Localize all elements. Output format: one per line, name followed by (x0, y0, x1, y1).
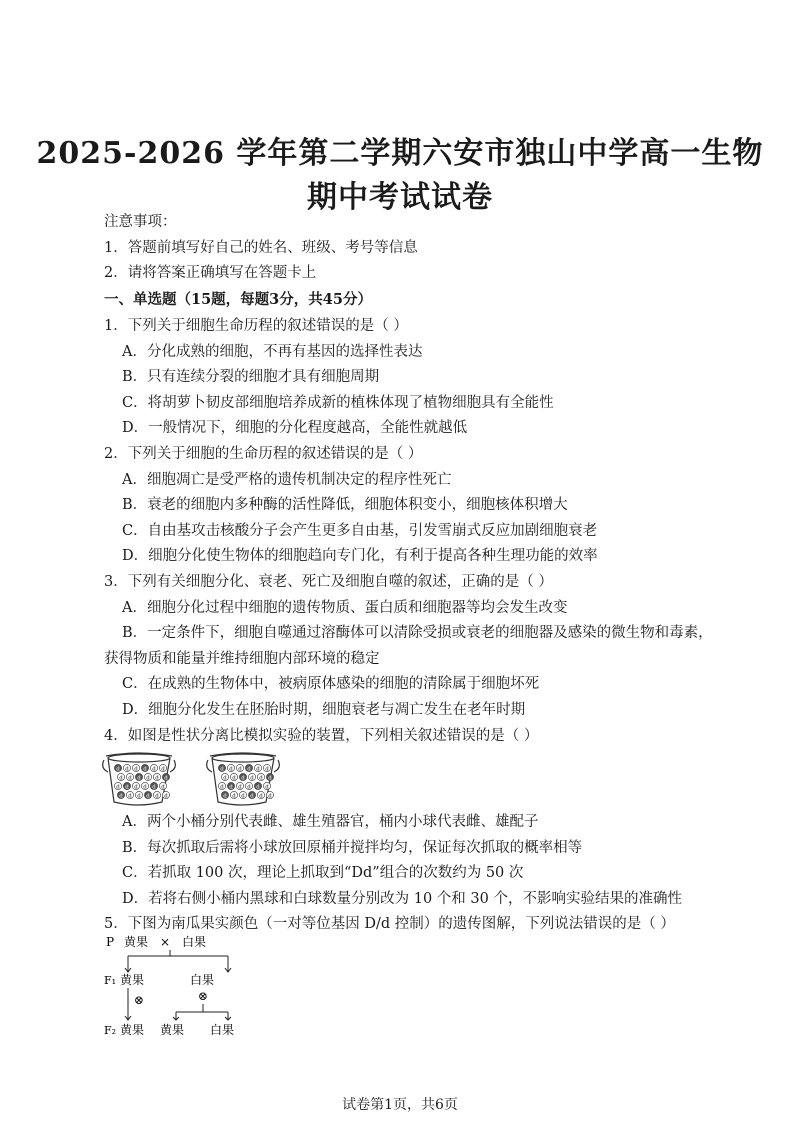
ball-letter: d (238, 766, 242, 773)
f1-yellow: 黄果 (120, 973, 145, 987)
q1-option-b: B．只有连续分裂的细胞才具有细胞周期 (122, 369, 380, 385)
ball-letter: d (143, 784, 147, 791)
ball-letter: d (223, 793, 227, 800)
ball-letter: d (128, 793, 132, 800)
ball-letter: d (268, 793, 272, 800)
ball-letter: d (125, 784, 129, 791)
ball-letter: d (137, 793, 141, 800)
ball-letter: d (143, 766, 147, 773)
ball-letter: d (116, 784, 120, 791)
selfing-symbol-right: ⊗ (198, 989, 209, 1003)
ball-letter: d (247, 784, 251, 791)
ball-letter: d (232, 775, 236, 782)
ball-letter: d (161, 766, 165, 773)
q4-option-c: C．若抓取 100 次，理论上抓取到“Dd”组合的次数约为 50 次 (122, 865, 524, 881)
ball-letter: d (128, 775, 132, 782)
bucket-apparatus-figure (100, 750, 290, 810)
ball-letter: d (238, 784, 242, 791)
q4-option-b: B．每次抓取后需将小球放回原桶并搅拌均匀，保证每次抓取的概率相等 (122, 840, 583, 856)
ball-letter: d (247, 766, 251, 773)
ball-letter: d (265, 784, 269, 791)
q2-option-d: D．细胞分化使生物体的细胞趋向专门化，有利于提高各种生理功能的效率 (122, 548, 598, 564)
ball-letter: d (229, 784, 233, 791)
f2-yellow-mid: 黄果 (160, 1023, 185, 1037)
q3-option-c: C．在成熟的生物体中，被病原体感染的细胞的清除属于细胞坏死 (122, 676, 540, 692)
ball-letter: d (250, 793, 254, 800)
ball-letter: d (146, 775, 150, 782)
q4-option-a: A．两个小桶分别代表雌、雄生殖器官，桶内小球代表雌、雄配子 (122, 814, 539, 830)
question-1-stem: 1．下列关于细胞生命历程的叙述错误的是（ ） (104, 318, 408, 334)
notes-heading: 注意事项： (104, 214, 177, 230)
q4-option-d: D．若将右侧小桶内黑球和白球数量分别改为 10 个和 30 个，不影响实验结果的准确性 (122, 891, 682, 907)
f2-yellow-left: 黄果 (120, 1023, 145, 1037)
ball-letter: d (152, 784, 156, 791)
q1-option-d: D．一般情况下，细胞的分化程度越高，全能性就越低 (122, 420, 468, 436)
q1-option-a: A．分化成熟的细胞，不再有基因的选择性表达 (122, 344, 423, 360)
ball-letter: d (137, 775, 141, 782)
pumpkin-inheritance-diagram (98, 932, 278, 1042)
ball-letter: d (256, 766, 260, 773)
q1-option-c: C．将胡萝卜韧皮部细胞培养成新的植株体现了植物细胞具有全能性 (122, 395, 554, 411)
question-5-stem: 5．下图为南瓜果实颜色（一对等位基因 D/d 控制）的遗传图解，下列说法错误的是（ ） (104, 916, 675, 932)
ball-letter: d (229, 766, 233, 773)
ball-letter: d (259, 793, 263, 800)
p-label: P (106, 935, 115, 949)
ball-letter: d (155, 775, 159, 782)
f2-label: F₂ (104, 1024, 117, 1037)
q3-option-d: D．细胞分化发生在胚胎时期，细胞衰老与凋亡发生在老年时期 (122, 702, 526, 718)
f1-label: F₁ (104, 974, 117, 987)
ball-letter: d (164, 775, 168, 782)
ball-letter: d (155, 793, 159, 800)
q2-option-c: C．自由基攻击核酸分子会产生更多自由基，引发雪崩式反应加剧细胞衰老 (122, 523, 598, 539)
exam-title-line-1: 2025-2026 学年第二学期六安市独山中学高一生物 (36, 136, 764, 171)
ball-letter: d (250, 775, 254, 782)
ball-letter: d (146, 793, 150, 800)
ball-letter: d (265, 766, 269, 773)
question-2-stem: 2．下列关于细胞的生命历程的叙述错误的是（ ） (104, 446, 423, 462)
ball-letter: d (119, 775, 123, 782)
ball-letter: d (223, 775, 227, 782)
f1-white: 白果 (190, 973, 215, 987)
q2-option-a: A．细胞凋亡是受严格的遗传机制决定的程序性死亡 (122, 472, 452, 488)
question-3-stem: 3．下列有关细胞分化、衰老、死亡及细胞自噬的叙述，正确的是（ ） (104, 574, 553, 590)
p-white: 白果 (182, 935, 207, 949)
ball-letter: d (232, 793, 236, 800)
ball-letter: d (164, 793, 168, 800)
ball-letter: d (134, 784, 138, 791)
p-yellow: 黄果 (124, 935, 149, 949)
ball-letter: d (268, 775, 272, 782)
q3-option-b: B．一定条件下，细胞自噬通过溶酶体可以清除受损或衰老的细胞器及感染的微生物和毒素， (122, 625, 713, 641)
page-footer: 试卷第1页，共6页 (342, 1097, 458, 1113)
ball-letter: d (119, 793, 123, 800)
ball-letter: d (241, 775, 245, 782)
ball-letter: d (220, 766, 224, 773)
f2-white: 白果 (210, 1023, 235, 1037)
ball-letter: d (161, 784, 165, 791)
ball-letter: d (134, 766, 138, 773)
question-4-stem: 4．如图是性状分离比模拟实验的装置，下列相关叙述错误的是（ ） (104, 728, 539, 744)
p-cross: × (160, 935, 171, 949)
q2-option-b: B．衰老的细胞内多种酶的活性降低，细胞体积变小，细胞核体积增大 (122, 497, 568, 513)
section-heading: 一、单选题（15题，每题3分，共45分） (104, 291, 372, 308)
exam-title-line-2: 期中考试试卷 (307, 180, 493, 215)
note-item-2: 2．请将答案正确填写在答题卡上 (104, 265, 317, 281)
ball-letter: d (259, 775, 263, 782)
ball-letter: d (256, 784, 260, 791)
q3-option-a: A．细胞分化过程中细胞的遗传物质、蛋白质和细胞器等均会发生改变 (122, 600, 568, 616)
note-item-1: 1．答题前填写好自己的姓名、班级、考号等信息 (104, 240, 418, 256)
ball-letter: d (116, 766, 120, 773)
ball-letter: d (152, 766, 156, 773)
ball-letter: d (241, 793, 245, 800)
ball-letter: d (220, 784, 224, 791)
selfing-symbol-left: ⊗ (134, 993, 145, 1007)
q3-option-b-continued: 获得物质和能量并维持细胞内部环境的稳定 (104, 651, 380, 667)
ball-letter: d (125, 766, 129, 773)
